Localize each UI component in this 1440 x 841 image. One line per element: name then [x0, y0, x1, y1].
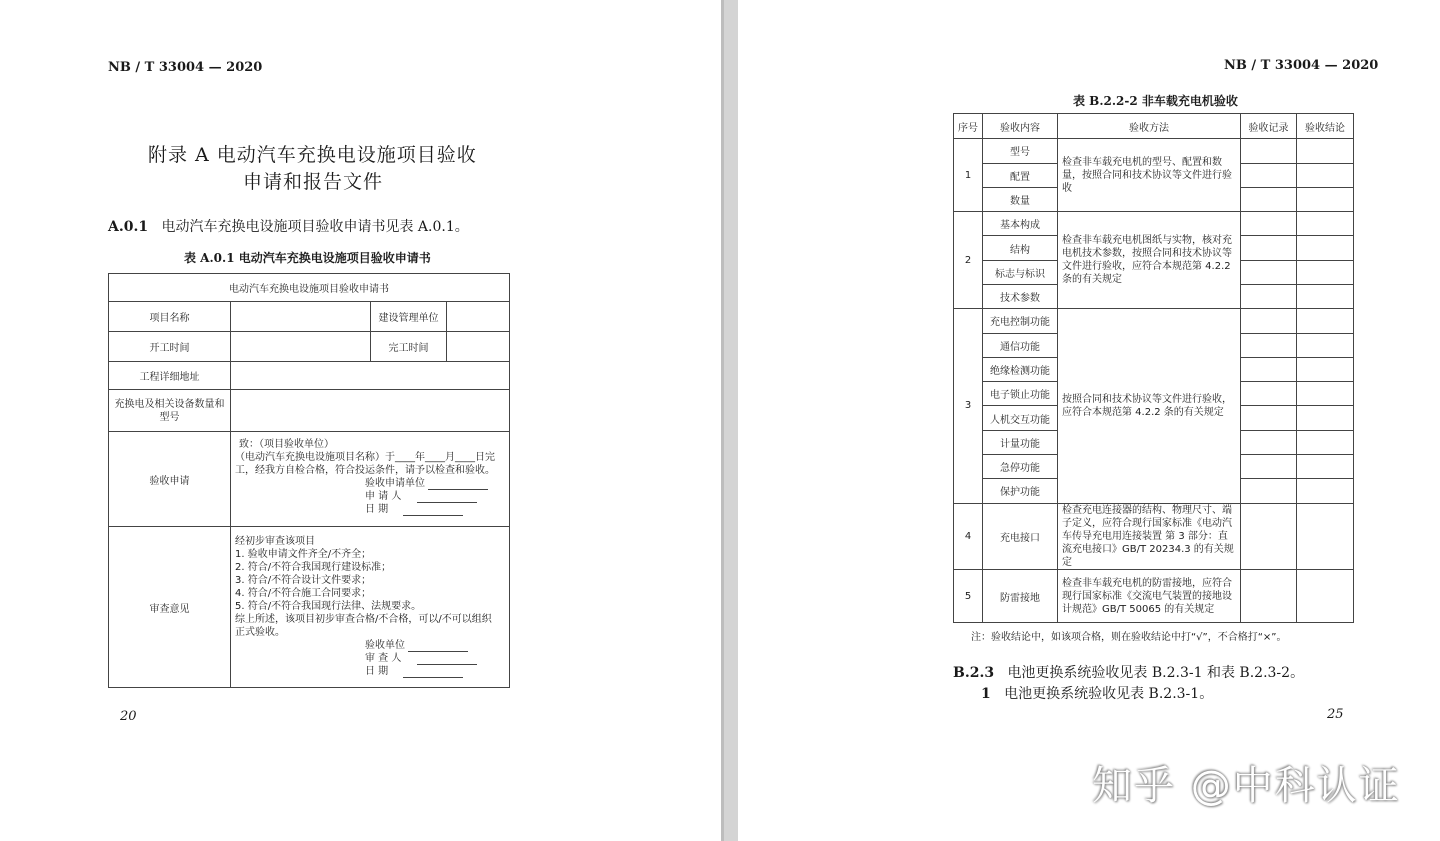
record-cell: [1241, 139, 1297, 163]
item-text: 电池更换系统验收见表 B.2.3-1。: [1004, 686, 1214, 702]
list-item-paragraph: [981, 683, 1213, 703]
record-cell: [1241, 236, 1297, 260]
page-number: 20: [120, 709, 137, 724]
record-cell: [1241, 430, 1297, 454]
section-paragraph: [108, 216, 469, 236]
item-cell: 数量: [983, 187, 1058, 211]
conclusion-cell: [1297, 333, 1354, 357]
record-cell: [1241, 454, 1297, 478]
document-page-right: [738, 0, 1440, 841]
row-number: 2: [954, 212, 983, 309]
signature-line: 日 期: [235, 503, 505, 516]
label-completion-time: 完工时间: [371, 332, 447, 362]
table-row: [954, 212, 1354, 236]
col-header-no: 序号: [954, 114, 983, 139]
label-start-time: 开工时间: [109, 332, 231, 362]
label-address: 工程详细地址: [109, 362, 231, 390]
conclusion-cell: [1297, 382, 1354, 406]
conclusion-cell: [1297, 406, 1354, 430]
label-review-opinion: 审查意见: [109, 527, 231, 688]
table-row: [954, 139, 1354, 163]
signature-line: 验收申请单位: [235, 477, 505, 490]
page-number: 25: [1327, 707, 1344, 722]
value-equipment: [231, 390, 510, 432]
record-cell: [1241, 309, 1297, 333]
record-cell: [1241, 260, 1297, 284]
item-cell: 电子锁止功能: [983, 382, 1058, 406]
signature-line: 日 期: [235, 665, 505, 678]
value-project-name: [231, 302, 371, 332]
record-cell: [1241, 503, 1297, 570]
record-cell: [1241, 570, 1297, 623]
review-line: 5. 符合/不符合我国现行法律、法规要求。: [235, 601, 422, 612]
conclusion-cell: [1297, 430, 1354, 454]
method-cell: 检查非车载充电机的防雷接地，应符合现行国家标准《交流电气装置的接地设计规范》GB/T 50065 的有关规定: [1058, 570, 1241, 623]
conclusion-cell: [1297, 236, 1354, 260]
row-number: 4: [954, 503, 983, 570]
table-title: 电动汽车充换电设施项目验收申请书: [109, 274, 510, 302]
request-line: （电动汽车充换电设施项目名称）于____年____月____日完: [235, 452, 495, 463]
method-cell: 检查非车载充电机图纸与实物，核对充电机技术参数，按照合同和技术协议等文件进行验收，应符合本规范第 4.2.2 条的有关规定: [1058, 212, 1241, 309]
watermark-text: 知乎 @中科认证: [1092, 763, 1401, 809]
conclusion-cell: [1297, 309, 1354, 333]
value-address: [231, 362, 510, 390]
table-caption: 表 A.0.1 电动汽车充换电设施项目验收申请书: [184, 251, 431, 265]
conclusion-cell: [1297, 139, 1354, 163]
item-cell: 充电控制功能: [983, 309, 1058, 333]
record-cell: [1241, 382, 1297, 406]
method-cell: 检查非车载充电机的型号、配置和数量，按照合同和技术协议等文件进行验收: [1058, 139, 1241, 212]
item-cell: 标志与标识: [983, 260, 1058, 284]
label-project-name: 项目名称: [109, 302, 231, 332]
review-line: 经初步审查该项目: [235, 536, 315, 547]
value-start-time: [231, 332, 371, 362]
table-row: [954, 309, 1354, 333]
conclusion-cell: [1297, 212, 1354, 236]
item-cell: 基本构成: [983, 212, 1058, 236]
conclusion-cell: [1297, 187, 1354, 211]
label-acceptance-request: 验收申请: [109, 432, 231, 527]
signature-line: 验收单位: [235, 639, 505, 652]
section-number: B.2.3: [953, 665, 995, 681]
conclusion-cell: [1297, 503, 1354, 570]
request-line: 工，经我方自检合格，符合投运条件，请予以检查和验收。: [235, 465, 495, 476]
col-header-record: 验收记录: [1241, 114, 1297, 139]
row-number: 3: [954, 309, 983, 503]
method-cell: 按照合同和技术协议等文件进行验收，应符合本规范第 4.2.2 条的有关规定: [1058, 309, 1241, 503]
label-construction-unit: 建设管理单位: [371, 302, 447, 332]
item-cell: 人机交互功能: [983, 406, 1058, 430]
table-caption: 表 B.2.2-2 非车载充电机验收: [1073, 94, 1238, 108]
section-text: 电池更换系统验收见表 B.2.3-1 和表 B.2.3-2。: [1007, 665, 1305, 681]
section-text: 电动汽车充换电设施项目验收申请书见表 A.0.1。: [161, 219, 469, 235]
conclusion-cell: [1297, 163, 1354, 187]
table-row: [954, 570, 1354, 623]
page-gutter: [721, 0, 738, 841]
value-completion-time: [447, 332, 510, 362]
table-note: 注：验收结论中，如该项合格，则在验收结论中打“√”，不合格打“×”。: [971, 632, 1287, 643]
item-cell: 防雷接地: [983, 570, 1058, 623]
col-header-method: 验收方法: [1058, 114, 1241, 139]
page-header: NB / T 33004 — 2020: [108, 60, 263, 75]
item-cell: 结构: [983, 236, 1058, 260]
record-cell: [1241, 406, 1297, 430]
item-cell: 充电接口: [983, 503, 1058, 570]
conclusion-cell: [1297, 479, 1354, 503]
conclusion-cell: [1297, 570, 1354, 623]
record-cell: [1241, 333, 1297, 357]
record-cell: [1241, 187, 1297, 211]
item-cell: 技术参数: [983, 284, 1058, 308]
item-cell: 型号: [983, 139, 1058, 163]
acceptance-request-content: [231, 432, 510, 527]
review-line: 4. 符合/不符合施工合同要求；: [235, 588, 372, 599]
row-number: 5: [954, 570, 983, 623]
conclusion-cell: [1297, 357, 1354, 381]
conclusion-cell: [1297, 284, 1354, 308]
row-number: 1: [954, 139, 983, 212]
conclusion-cell: [1297, 454, 1354, 478]
request-line: 致：（项目验收单位）: [239, 439, 334, 450]
label-equipment: 充换电及相关设备数量和型号: [109, 390, 231, 432]
table-row: [954, 503, 1354, 570]
item-number: 1: [981, 686, 991, 702]
value-construction-unit: [447, 302, 510, 332]
col-header-content: 验收内容: [983, 114, 1058, 139]
signature-line: 申 请 人: [235, 490, 505, 503]
record-cell: [1241, 357, 1297, 381]
review-line: 综上所述，该项目初步审查合格/不合格，可以/不可以组织: [235, 614, 492, 625]
item-cell: 绝缘检测功能: [983, 357, 1058, 381]
record-cell: [1241, 284, 1297, 308]
record-cell: [1241, 212, 1297, 236]
page-header: NB / T 33004 — 2020: [1224, 58, 1379, 73]
appendix-title-line1: 附录 A 电动汽车充换电设施项目验收: [148, 144, 477, 166]
charger-acceptance-table: [953, 113, 1354, 623]
item-cell: 配置: [983, 163, 1058, 187]
section-paragraph: [953, 662, 1304, 682]
review-opinion-content: [231, 527, 510, 688]
item-cell: 急停功能: [983, 454, 1058, 478]
review-line: 2. 符合/不符合我国现行建设标准；: [235, 562, 392, 573]
application-table: [108, 273, 510, 688]
item-cell: 计量功能: [983, 430, 1058, 454]
review-line: 1. 验收申请文件齐全/不齐全；: [235, 549, 372, 560]
section-number: A.0.1: [108, 219, 149, 235]
record-cell: [1241, 479, 1297, 503]
review-line: 3. 符合/不符合设计文件要求；: [235, 575, 372, 586]
appendix-title-line2: 申请和报告文件: [243, 171, 384, 193]
item-cell: 通信功能: [983, 333, 1058, 357]
item-cell: 保护功能: [983, 479, 1058, 503]
record-cell: [1241, 163, 1297, 187]
col-header-conclusion: 验收结论: [1297, 114, 1354, 139]
conclusion-cell: [1297, 260, 1354, 284]
signature-line: 审 查 人: [235, 652, 505, 665]
method-cell: 检查充电连接器的结构、物理尺寸、端子定义，应符合现行国家标准《电动汽车传导充电用连接装置 第 3 部分：直流充电接口》GB/T 20234.3 的有关规定: [1058, 503, 1241, 570]
review-line: 正式验收。: [235, 627, 285, 638]
